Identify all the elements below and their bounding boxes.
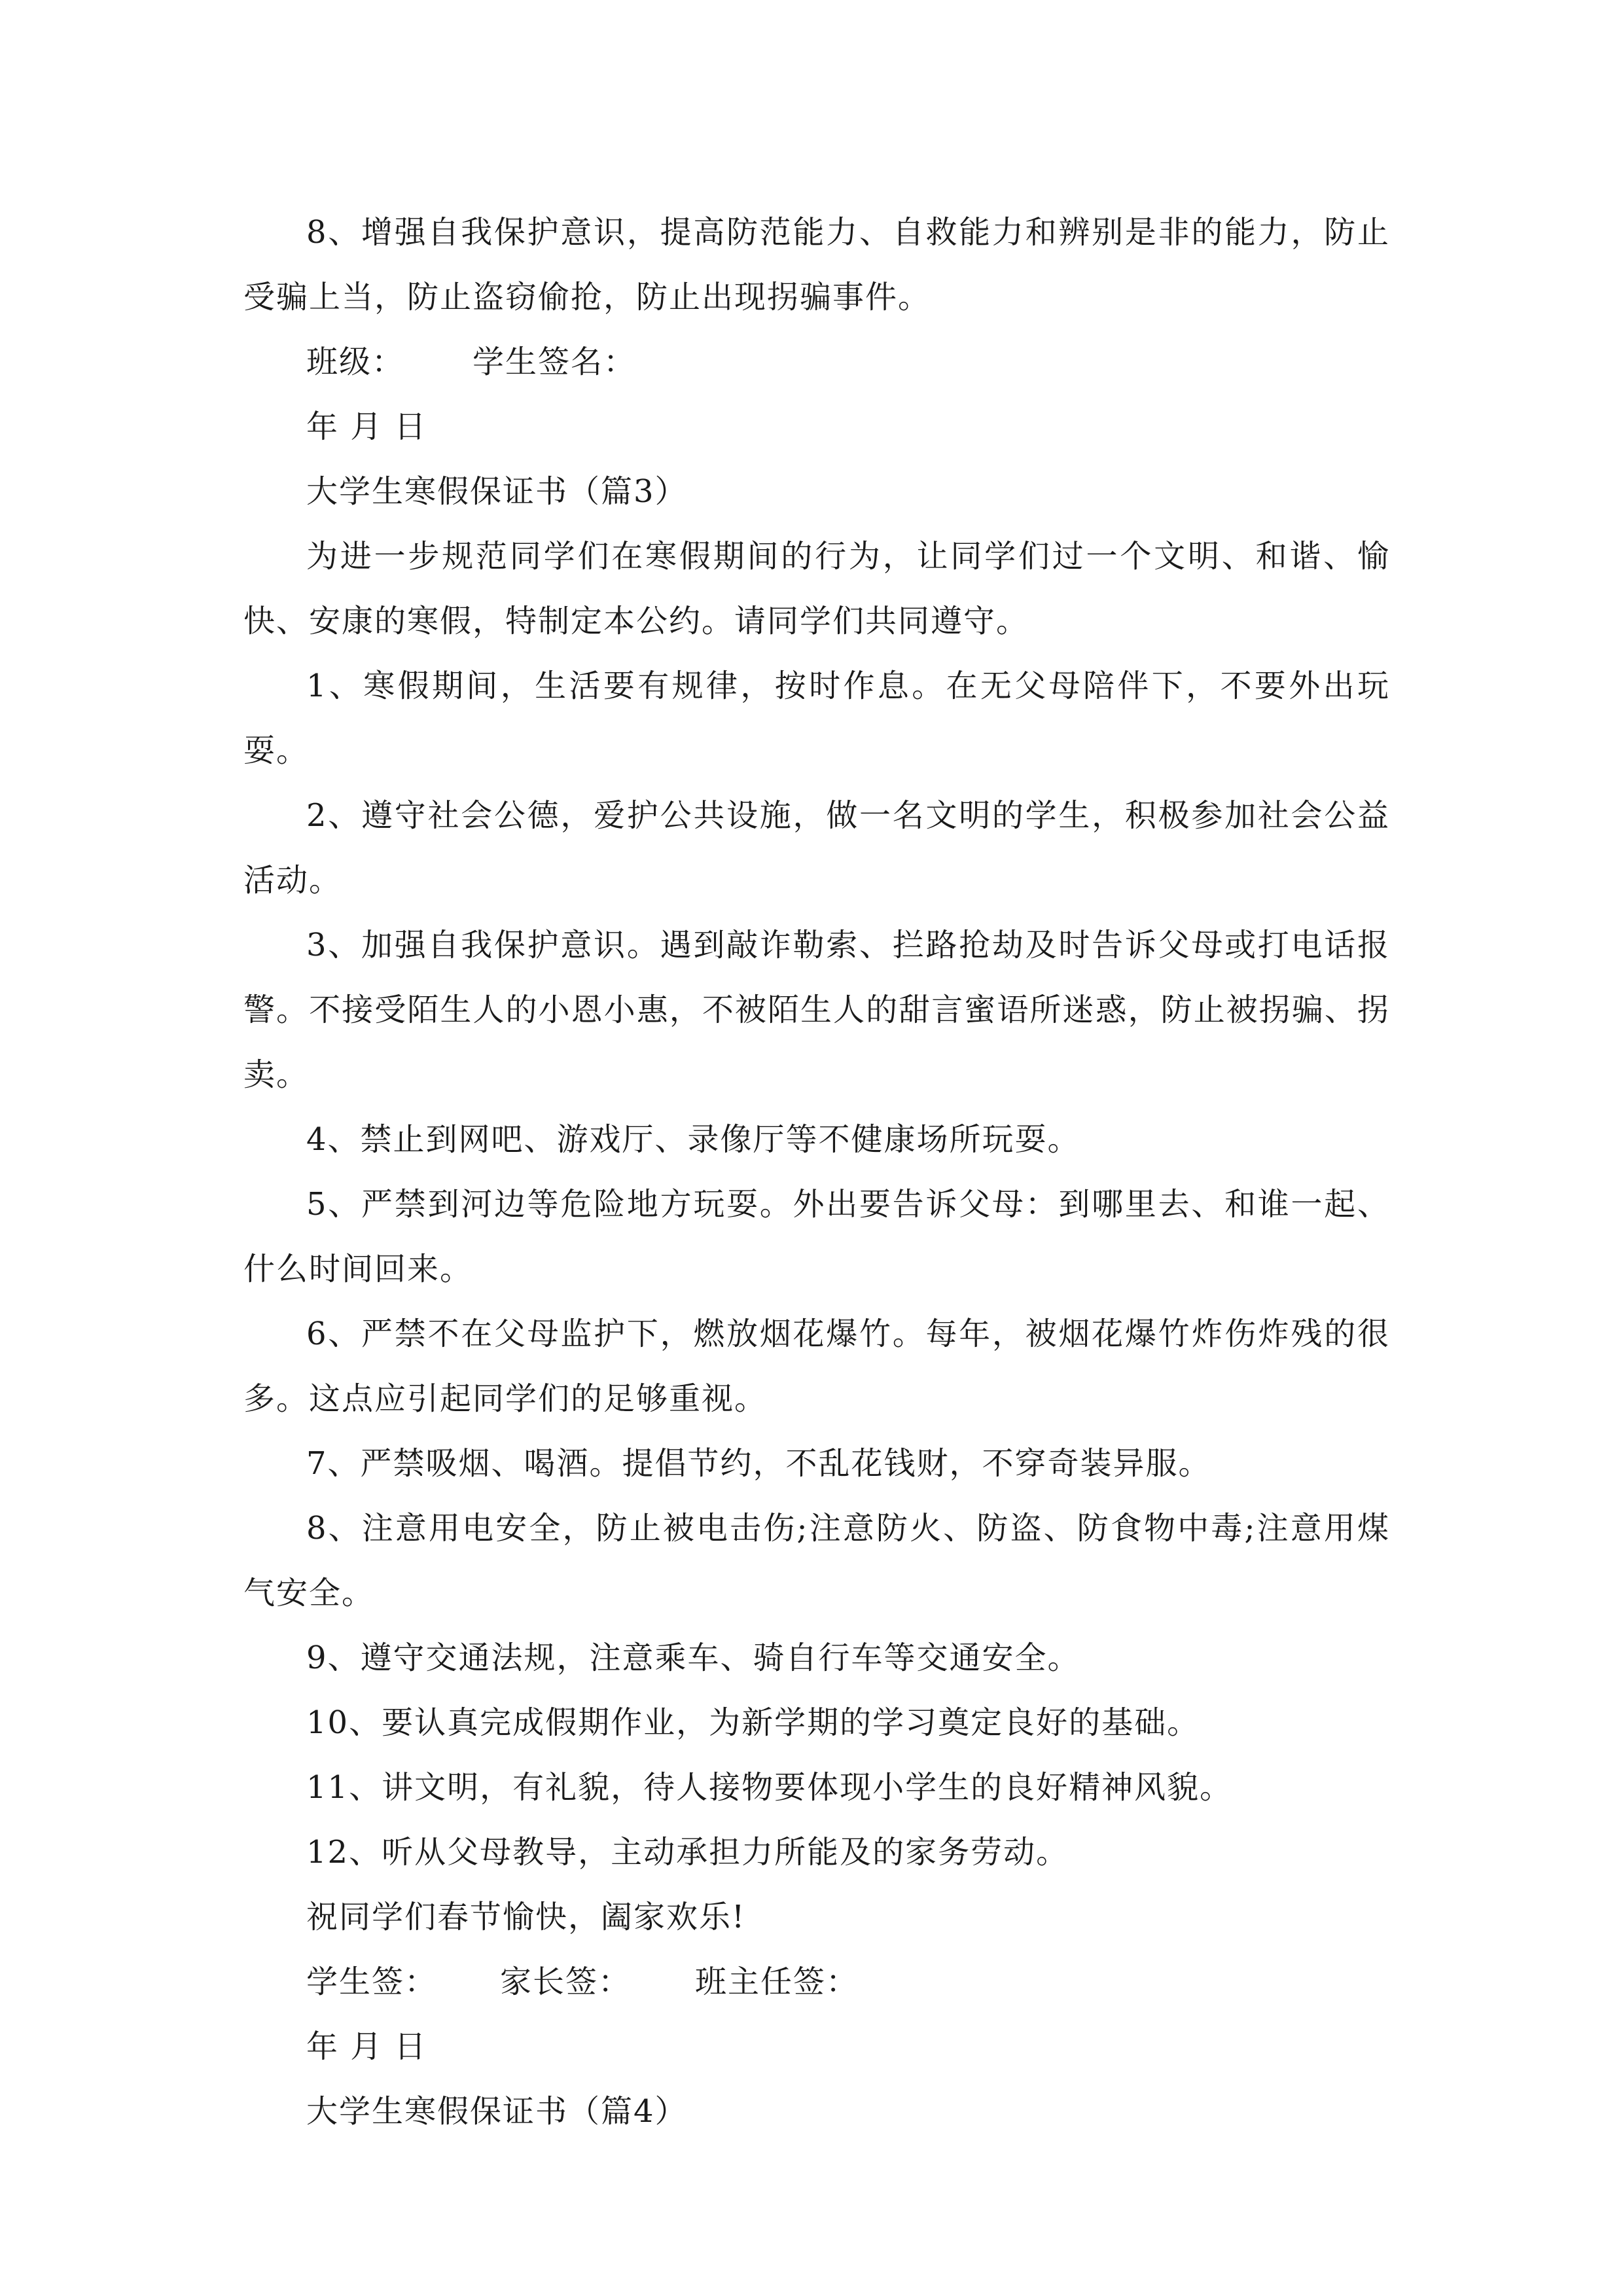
closing-greeting: 祝同学们春节愉快，阖家欢乐!: [306, 1899, 746, 1935]
list-item: 5、严禁到河边等危险地方玩耍。外出要告诉父母：到哪里去、和谁一起、什么时间回来。: [243, 1186, 1390, 1287]
class-label: 班级：: [306, 344, 405, 380]
list-item: 11、讲文明，有礼貌，待人接物要体现小学生的良好精神风貌。: [306, 1769, 1233, 1806]
signature-row-1: [243, 330, 1390, 395]
section-title-4: 大学生寒假保证书（篇4）: [306, 2093, 688, 2130]
list-item: 8、注意用电安全，防止被电击伤;注意防火、防盗、防食物中毒;注意用煤气安全。: [243, 1510, 1390, 1611]
parent-sign-label: 家长签：: [500, 1964, 632, 2000]
list-item: 3、加强自我保护意识。遇到敲诈勒索、拦路抢劫及时告诉父母或打电话报警。不接受陌生人的小恩小惠，不被陌生人的甜言蜜语所迷惑，防止被拐骗、拐卖。: [243, 927, 1390, 1093]
signature-row-2: [243, 1950, 1390, 2015]
paragraph-item-8: 8、增强自我保护意识，提高防范能力、自救能力和辨别是非的能力，防止受骗上当，防止盗窃偷抢，防止出现拐骗事件。: [243, 214, 1390, 315]
list-item: 10、要认真完成假期作业，为新学期的学习奠定良好的基础。: [306, 1704, 1200, 1741]
list-item: 12、听从父母教导，主动承担力所能及的家务劳动。: [306, 1834, 1069, 1871]
list-item: 6、严禁不在父母监护下，燃放烟花爆竹。每年，被烟花爆竹炸伤炸残的很多。这点应引起同学们的足够重视。: [243, 1316, 1390, 1417]
list-item: 1、寒假期间，生活要有规律，按时作息。在无父母陪伴下，不要外出玩耍。: [243, 668, 1390, 769]
list-item: 4、禁止到网吧、游戏厅、录像厅等不健康场所玩耍。: [306, 1121, 1080, 1158]
preface-paragraph: 为进一步规范同学们在寒假期间的行为，让同学们过一个文明、和谐、愉快、安康的寒假，特制定本公约。请同学们共同遵守。: [243, 538, 1390, 639]
list-item: 2、遵守社会公德，爱护公共设施，做一名文明的学生，积极参加社会公益活动。: [243, 797, 1390, 899]
section-title-3: 大学生寒假保证书（篇3）: [306, 473, 688, 510]
student-sign-label: 学生签名：: [473, 344, 637, 380]
date-line-2: 年 月 日: [306, 2028, 427, 2065]
list-item: 7、严禁吸烟、喝酒。提倡节约，不乱花钱财，不穿奇装异服。: [306, 1445, 1211, 1482]
list-item: 9、遵守交通法规，注意乘车、骑自行车等交通安全。: [306, 1640, 1080, 1676]
document-body: [243, 200, 1390, 2144]
date-line-1: 年 月 日: [306, 408, 427, 445]
teacher-sign-label: 班主任签：: [695, 1964, 859, 2000]
student-sign-label: 学生签：: [306, 1964, 438, 2000]
